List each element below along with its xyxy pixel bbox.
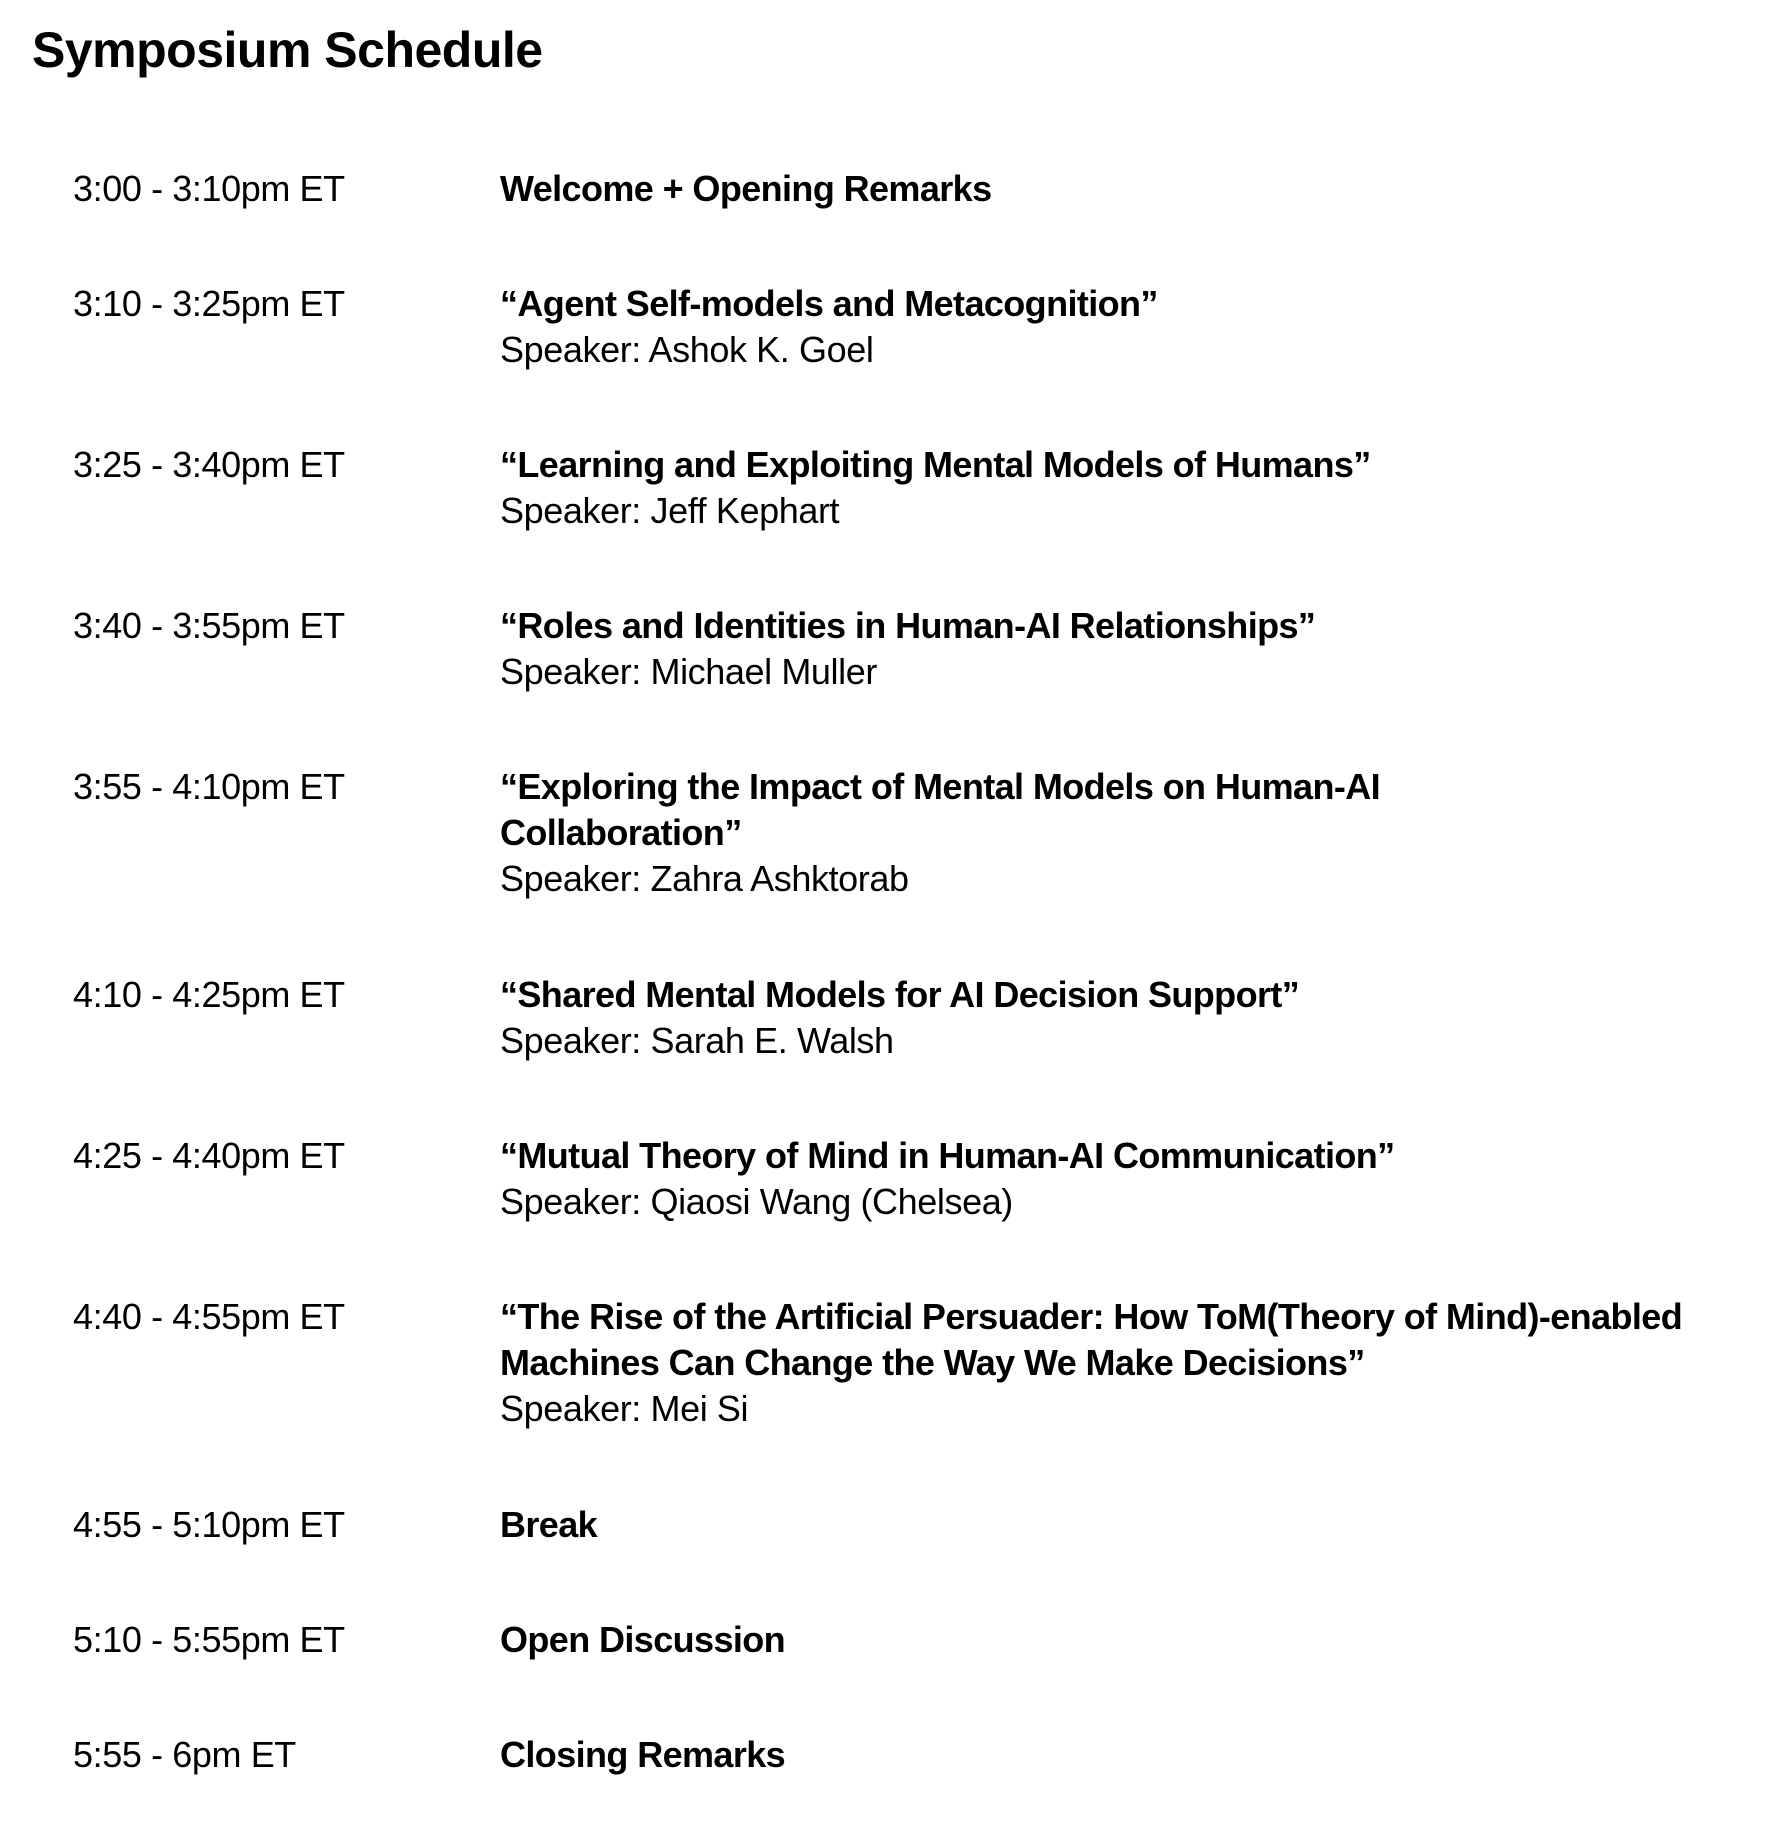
session-content [500, 442, 1750, 534]
session-time: 4:25 - 4:40pm ET [73, 1135, 345, 1176]
session-title: “Mutual Theory of Mind in Human-AI Communication” [500, 1135, 1395, 1176]
session-time: 3:25 - 3:40pm ET [73, 444, 345, 485]
session-speaker: Speaker: Sarah E. Walsh [500, 1020, 894, 1061]
session-time: 3:55 - 4:10pm ET [73, 766, 345, 807]
session-content [500, 1133, 1750, 1225]
session-content [500, 972, 1750, 1064]
session-time: 4:10 - 4:25pm ET [73, 974, 345, 1015]
session-title-line: Collaboration” [500, 812, 742, 853]
session-time: 3:00 - 3:10pm ET [73, 168, 345, 209]
session-content [500, 1294, 1750, 1432]
session-content [500, 166, 1750, 212]
session-content [500, 764, 1750, 902]
session-title: Break [500, 1504, 598, 1545]
session-title-line: Machines Can Change the Way We Make Decisions” [500, 1342, 1365, 1383]
session-title: Welcome + Opening Remarks [500, 168, 992, 209]
session-time: 4:55 - 5:10pm ET [73, 1504, 345, 1545]
session-speaker: Speaker: Mei Si [500, 1388, 749, 1429]
session-speaker: Speaker: Jeff Kephart [500, 490, 840, 531]
session-title: Open Discussion [500, 1619, 786, 1660]
session-time: 5:10 - 5:55pm ET [73, 1619, 345, 1660]
session-content [500, 281, 1750, 373]
session-title: Closing Remarks [500, 1734, 786, 1775]
session-content [500, 1502, 1750, 1548]
page-title: Symposium Schedule [32, 22, 543, 78]
session-content [500, 1617, 1750, 1663]
session-speaker: Speaker: Zahra Ashktorab [500, 858, 909, 899]
session-title-line: “The Rise of the Artificial Persuader: How ToM(Theory of Mind)-enabled [500, 1296, 1683, 1337]
session-time: 5:55 - 6pm ET [73, 1734, 296, 1775]
session-content [500, 603, 1750, 695]
session-title: “Roles and Identities in Human-AI Relationships” [500, 605, 1316, 646]
session-content [500, 1732, 1750, 1778]
session-title-line: “Exploring the Impact of Mental Models on Human-AI [500, 766, 1381, 807]
session-speaker: Speaker: Ashok K. Goel [500, 329, 874, 370]
session-time: 3:10 - 3:25pm ET [73, 283, 345, 324]
session-time: 4:40 - 4:55pm ET [73, 1296, 345, 1337]
session-speaker: Speaker: Michael Muller [500, 651, 877, 692]
session-speaker: Speaker: Qiaosi Wang (Chelsea) [500, 1181, 1013, 1222]
session-title: “Learning and Exploiting Mental Models of Humans” [500, 444, 1371, 485]
session-title: “Agent Self-models and Metacognition” [500, 283, 1158, 324]
session-time: 3:40 - 3:55pm ET [73, 605, 345, 646]
session-title: “Shared Mental Models for AI Decision Support” [500, 974, 1300, 1015]
